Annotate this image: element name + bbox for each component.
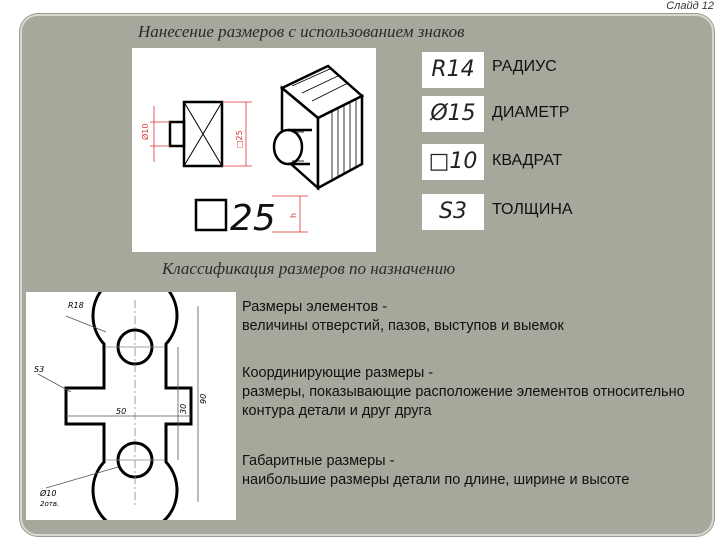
symbol-diameter: Ø15: [430, 101, 476, 126]
heading-classification: Классификация размеров по назначению: [162, 259, 456, 278]
symbol-radius-box: [422, 52, 484, 88]
symbol-square: □10: [428, 149, 478, 174]
dim-h-label: h: [289, 212, 298, 218]
symbol-diameter-box: [422, 96, 484, 132]
symbol-thickness-label: ТОЛЩИНА: [492, 201, 573, 218]
desc-overall-sizes-text: наибольшие размеры детали по длине, ширине и высоте: [242, 472, 630, 488]
drawing-shaft-block: [132, 48, 376, 252]
plate-holes-count-label: 2отв.: [40, 500, 60, 508]
plate-height-inner-label: 30: [179, 403, 188, 414]
plate-holes-label: Ø10: [40, 489, 57, 498]
heading-dimension-signs: Нанесение размеров с использованием знаков: [138, 22, 465, 41]
symbol-radius-label: РАДИУС: [492, 58, 557, 75]
dim-square-label: □25: [235, 130, 244, 148]
symbol-square-box: [422, 144, 484, 180]
plate-thickness-label: S3: [34, 365, 45, 374]
desc-element-sizes-title: Размеры элементов -: [242, 299, 388, 315]
symbol-diameter-label: ДИАМЕТР: [492, 104, 570, 121]
desc-element-sizes-text: величины отверстий, пазов, выступов и выемок: [242, 318, 564, 334]
desc-overall-sizes: [242, 452, 688, 490]
big-square-symbol: 25: [230, 198, 276, 239]
symbol-thickness: S3: [439, 199, 467, 224]
drawing-plate: [26, 292, 236, 520]
desc-element-sizes: [242, 298, 692, 336]
plate-height-outer-label: 90: [199, 393, 208, 404]
symbol-thickness-box: [422, 194, 484, 230]
plate-radius-label: R18: [68, 301, 84, 310]
slide-number: Слайд 12: [666, 0, 714, 12]
drawing-plate-svg: [26, 292, 236, 520]
dim-diameter-label: Ø10: [141, 123, 150, 140]
desc-coordinating-sizes-text: размеры, показывающие расположение элементов относительно контура детали и друг друга: [242, 384, 685, 419]
desc-overall-sizes-title: Габаритные размеры -: [242, 453, 395, 469]
symbol-radius: R14: [431, 57, 475, 82]
desc-coordinating-sizes: [242, 364, 694, 421]
drawing-shaft-block-svg: [132, 48, 376, 252]
plate-width-label: 50: [116, 407, 127, 416]
desc-coordinating-sizes-title: Координирующие размеры -: [242, 365, 434, 381]
symbol-square-label: КВАДРАТ: [492, 152, 563, 169]
